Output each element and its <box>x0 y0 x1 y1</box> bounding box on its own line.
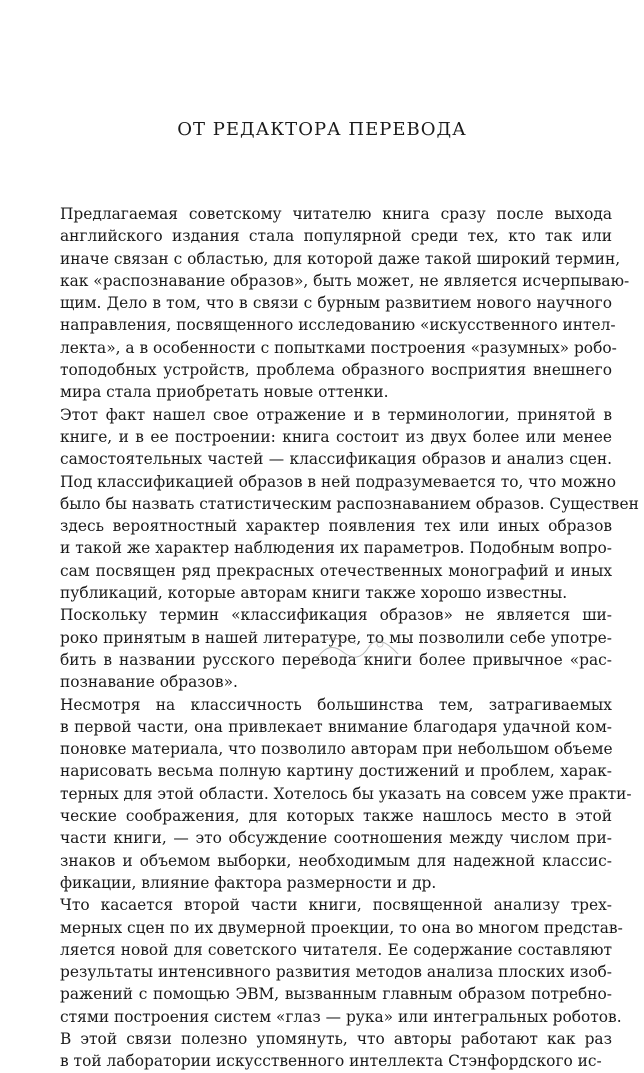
text-line: лекта», а в особенности с попытками построения «разумных» робо- <box>60 338 617 357</box>
text-line: Под классификацией образов в ней подразумевается то, что можно <box>60 472 617 491</box>
text-line: роко принятым в нашей литературе, то мы позволили себе употре- <box>60 628 612 647</box>
text-line: нарисовать весьма полную картину достижений и проблем, харак- <box>60 762 612 781</box>
paragraph-2 <box>60 404 639 605</box>
text-line: познавание образов». <box>60 673 238 692</box>
text-line: Этот факт нашел свое отражение и в терминологии, принятой в <box>60 405 612 424</box>
text-line: как «распознавание образов», быть может, не является исчерпываю- <box>60 271 630 290</box>
text-line: было бы назвать статистическим распознаванием образов. Существен <box>60 494 639 513</box>
text-line: ческие соображения, для которых также нашлось место в этой <box>60 807 612 826</box>
text-line: ляется новой для советского читателя. Ее содержание составляют <box>60 940 612 959</box>
body-text <box>60 203 639 1073</box>
text-line: здесь вероятностный характер появления тех или иных образов <box>60 517 612 536</box>
text-line: Поскольку термин «классификация образов» не является ши- <box>60 606 612 625</box>
paragraph-5 <box>60 894 623 1028</box>
text-line: В этой связи полезно упомянуть, что авторы работают как раз <box>60 1029 612 1048</box>
text-line: поновке материала, что позволило авторам при небольшом объеме <box>60 740 613 759</box>
text-line: бить в названии русского перевода книги более привычное «рас- <box>60 650 612 669</box>
text-line: топодобных устройств, проблема образного восприятия внешнего <box>60 361 612 380</box>
text-line: направления, посвященного исследованию «искусственного интел- <box>60 316 616 335</box>
text-line: иначе связан с областью, для которой даже такой широкий термин, <box>60 249 621 268</box>
text-line: и такой же характер наблюдения их параметров. Подобным вопро- <box>60 539 612 558</box>
text-line: части книги, — это обсуждение соотношения между числом при- <box>60 829 612 848</box>
text-line: щим. Дело в том, что в связи с бурным развитием нового научного <box>60 294 612 313</box>
text-line: Что касается второй части книги, посвященной анализу трех- <box>60 896 612 915</box>
text-line: мерных сцен по их двумерной проекции, то она во многом представ- <box>60 918 623 937</box>
text-line: ражений с помощью ЭВМ, вызванным главным образом потребно- <box>60 985 612 1004</box>
text-line: мира стала приобретать новые оттенки. <box>60 383 389 402</box>
text-line: Предлагаемая советскому читателю книга сразу после выхода <box>60 205 612 223</box>
text-line: знаков и объемом выборки, необходимым для надежной классис- <box>60 851 612 870</box>
text-line: результаты интенсивного развития методов анализа плоских изоб- <box>60 963 612 982</box>
text-line: книге, и в ее построении: книга состоит из двух более или менее <box>60 427 612 446</box>
text-line: фикации, влияние фактора размерности и др. <box>60 873 437 892</box>
paragraph-1 <box>60 203 630 404</box>
text-line: в первой части, она привлекает внимание благодаря удачной ком- <box>60 717 612 736</box>
page-title: ОТ РЕДАКТОРА ПЕРЕВОДА <box>177 119 467 140</box>
text-line: самостоятельных частей — классификация образов и анализ сцен. <box>60 450 612 469</box>
paragraph-6 <box>60 1028 612 1073</box>
text-line: терных для этой области. Хотелось бы указать на совсем уже практи- <box>60 784 632 803</box>
paragraph-3 <box>60 604 612 693</box>
text-line: в той лаборатории искусственного интеллекта Стэнфордского ис- <box>60 1052 602 1071</box>
text-line: английского издания стала популярной среди тех, кто так или <box>60 227 612 246</box>
text-line: Несмотря на классичность большинства тем, затрагиваемых <box>60 695 612 714</box>
paragraph-4 <box>60 694 632 895</box>
text-line: публикаций, которые авторам книги также хорошо известны. <box>60 584 568 603</box>
text-line: сам посвящен ряд прекрасных отечественных монографий и иных <box>60 561 612 580</box>
text-line: стями построения систем «глаз — рука» или интегральных роботов. <box>60 1007 622 1026</box>
